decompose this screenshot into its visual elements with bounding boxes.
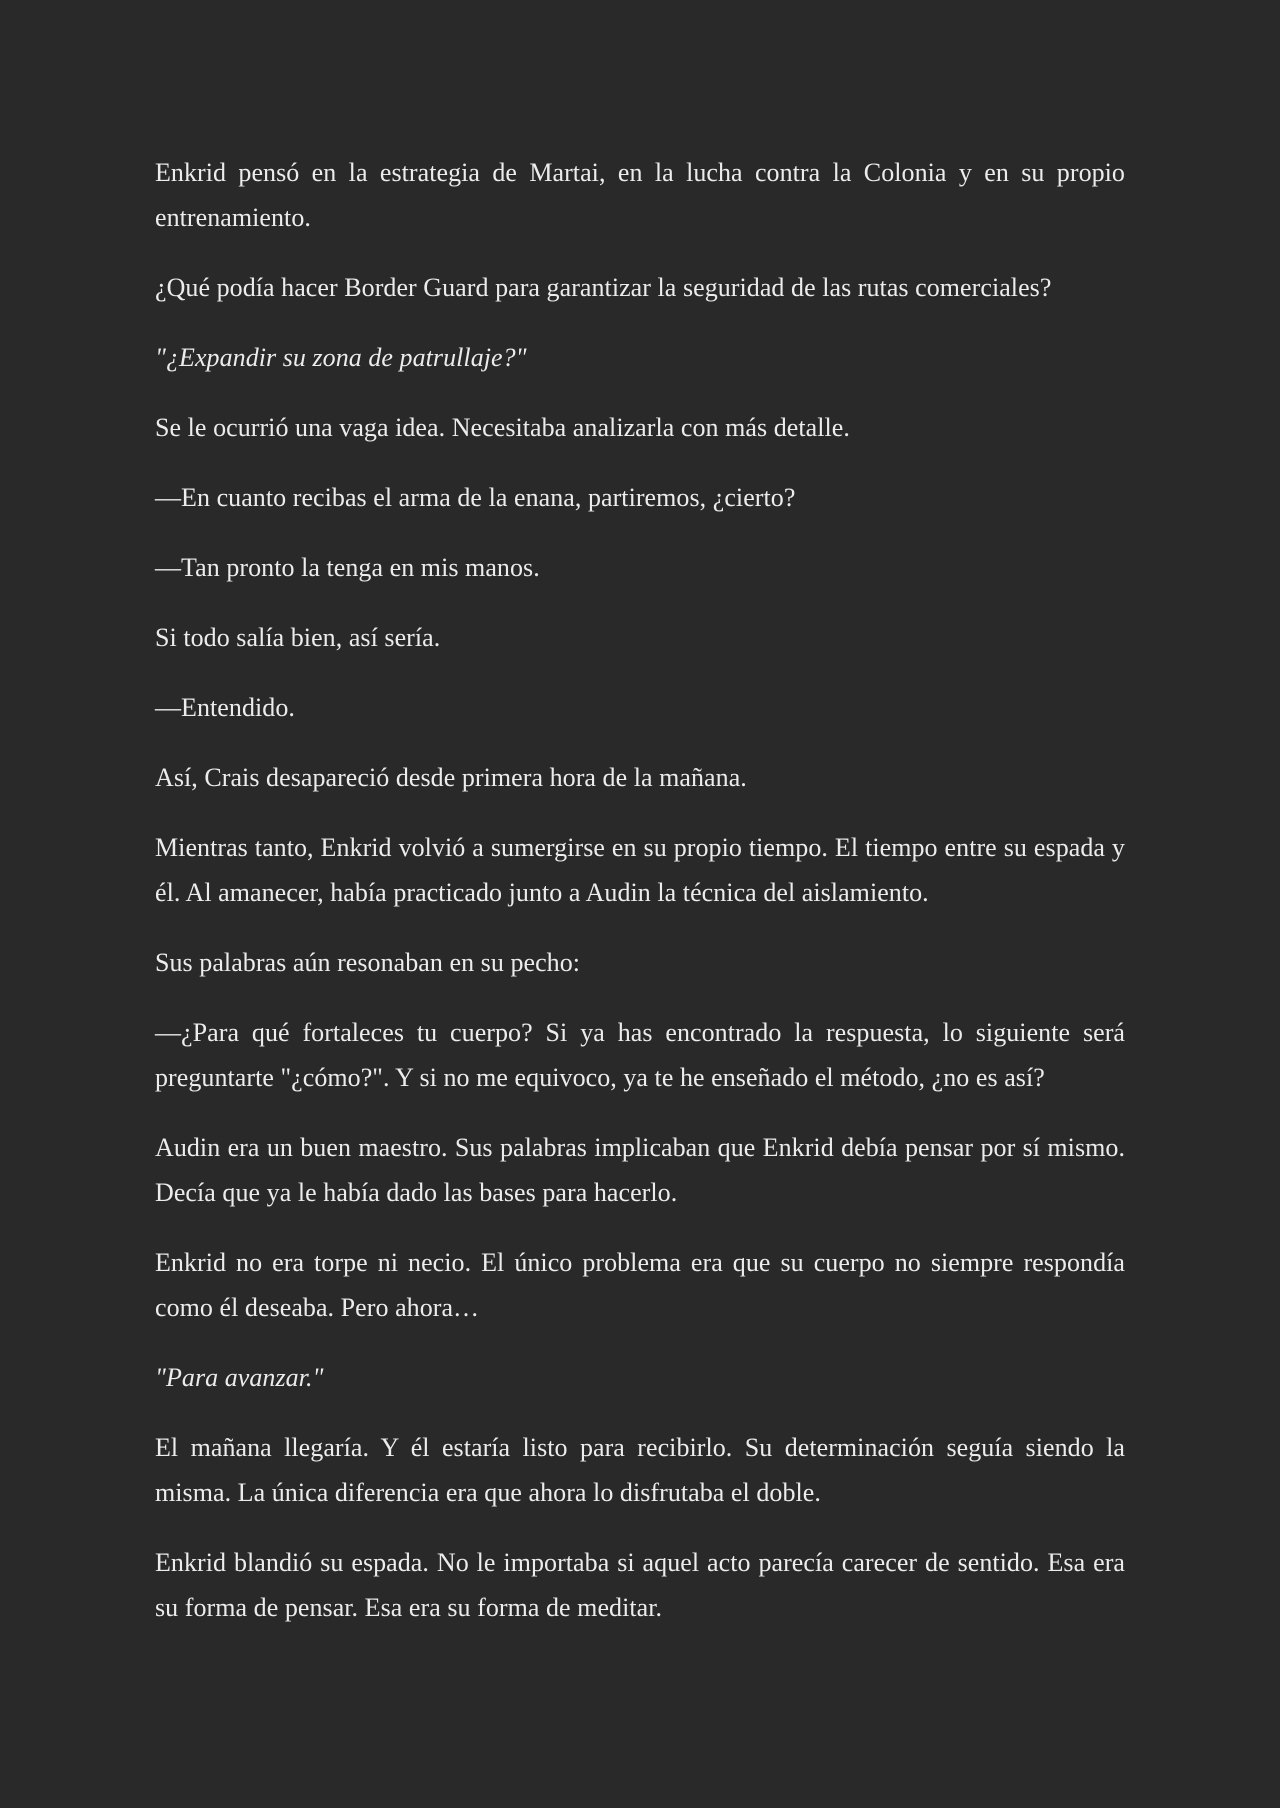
paragraph-13: Audin era un buen maestro. Sus palabras implicaban que Enkrid debía pensar por sí mismo. Decía que ya le había dado las bases para hacerlo. — [155, 1133, 1125, 1207]
paragraph-14: Enkrid no era torpe ni necio. El único problema era que su cuerpo no siempre respondía como él deseaba. Pero ahora… — [155, 1248, 1125, 1322]
paragraph-3-thought: "¿Expandir su zona de patrullaje?" — [155, 343, 527, 372]
paragraph-7: Si todo salía bien, así sería. — [155, 623, 441, 652]
paragraph-11: Sus palabras aún resonaban en su pecho: — [155, 948, 581, 977]
paragraph-16: El mañana llegaría. Y él estaría listo para recibirlo. Su determinación seguía siendo la misma. La única diferencia era que ahora lo disfrutaba el doble. — [155, 1433, 1125, 1507]
paragraph-1: Enkrid pensó en la estrategia de Martai, en la lucha contra la Colonia y en su propio entrenamiento. — [155, 158, 1125, 232]
paragraph-6-dialogue: —Tan pronto la tenga en mis manos. — [155, 553, 540, 582]
paragraph-4: Se le ocurrió una vaga idea. Necesitaba analizarla con más detalle. — [155, 413, 850, 442]
paragraph-12-dialogue: —¿Para qué fortaleces tu cuerpo? Si ya has encontrado la respuesta, lo siguiente será preguntarte "¿cómo?". Y si no me equivoco, ya te he enseñado el método, ¿no es así? — [155, 1018, 1125, 1092]
paragraph-8-dialogue: —Entendido. — [155, 693, 295, 722]
paragraph-15-thought: "Para avanzar." — [155, 1363, 324, 1392]
paragraph-10: Mientras tanto, Enkrid volvió a sumergirse en su propio tiempo. El tiempo entre su espada y él. Al amanecer, había practicado junto a Audin la técnica del aislamiento. — [155, 833, 1125, 907]
paragraph-5-dialogue: —En cuanto recibas el arma de la enana, partiremos, ¿cierto? — [155, 483, 796, 512]
paragraph-2: ¿Qué podía hacer Border Guard para garantizar la seguridad de las rutas comerciales? — [155, 273, 1052, 302]
paragraph-17: Enkrid blandió su espada. No le importaba si aquel acto parecía carecer de sentido. Esa era su forma de pensar. Esa era su forma de meditar. — [155, 1548, 1125, 1622]
paragraph-9: Así, Crais desapareció desde primera hora de la mañana. — [155, 763, 747, 792]
